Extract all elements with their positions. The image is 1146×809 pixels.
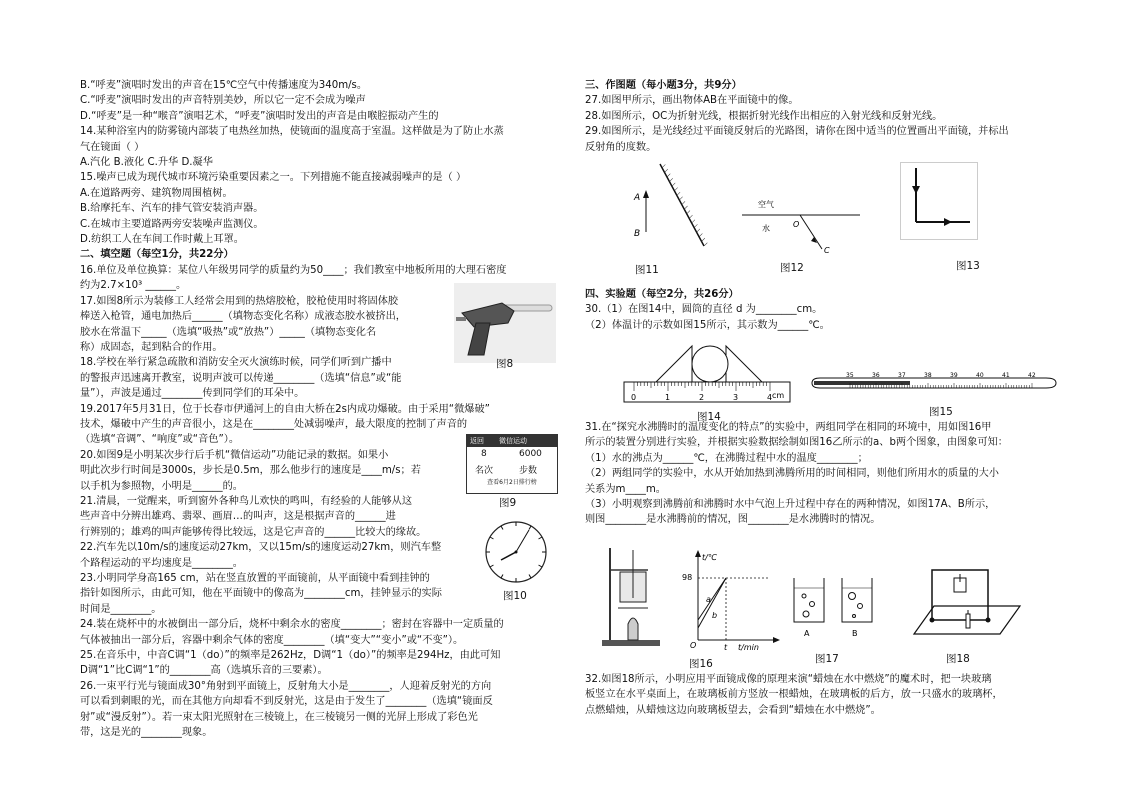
series-b-line [698,578,726,628]
option-line: D.纺织工人在车间工作时戴上耳罩。 [80,234,244,246]
thermometer-tick-label: 38 [924,372,932,379]
text-line: （2）两组同学的实验中，水从开始加热到沸腾所用的时间相同，则他们所用水的质量的大小 [585,468,999,480]
thermometer-tick-label: 39 [950,372,958,379]
text-line: 板竖立在水平桌面上，在玻璃板前方竖放一根蜡烛，在玻璃板的后方，放一只盛水的玻璃杯， [585,689,1003,701]
phone-header [467,435,557,447]
right-bottom-text [585,672,1078,718]
text-line: 量”），声波是通过________传到同学们的耳朵中。 [80,388,305,400]
figure-10-clock [481,520,551,586]
fig16-caption: 图16 [689,658,713,670]
question-23: 23.小明同学身高165 cm，站在竖直放置的平面镜前，从平面镜中看到挂钟的 [80,573,430,584]
text-line: 指针如图所示，由此可知，他在平面镜中的像高为________cm，挂钟显示的实际 [80,588,442,600]
right-mid-text [585,287,1078,333]
question-32: 32.如图18所示，小明应用平面镜成像的原理来演“蜡烛在水中燃烧”的魔术时，把一块玻璃 [585,674,992,685]
figure-8-glue-gun [454,283,556,363]
figure-14-ruler [622,340,794,408]
fig15-caption: 图15 [929,406,953,418]
right-lower-text [585,420,1078,528]
figure-12-refraction [738,195,862,257]
question-28: 28.如图所示，OC为折射光线，根据折射光线作出相应的入射光线和反射光线。 [585,110,943,122]
text-line: 关系为m____m。 [585,483,666,495]
beaker-b-label: B [852,629,858,638]
thermometer-tick-label: 36 [872,372,880,379]
question-19: 19.2017年5月31日，位于长春市伊通河上的自由大桥在2s内成功爆破。由于采用“微爆破” [80,403,490,415]
text-line: 则图________是水沸腾前的情况，图________是水沸腾时的情况。 [585,514,881,526]
label-air: 空气 [758,200,774,209]
beaker-a-bubbles [802,594,815,617]
thermometer-tick-label: 41 [1002,372,1010,379]
text-line: 点燃蜡烛，从蜡烛这边向玻璃板望去，会看到“蜡烛在水中燃烧”。 [585,704,881,716]
rank-value: 8 [481,449,487,459]
text-line: 反射角的度数。 [585,141,657,153]
ruler-unit: cm [772,391,785,400]
ruler-tick-label: 4 [767,393,773,402]
steps-value: 6000 [519,449,542,459]
thermometer-tick-label: 35 [846,372,854,379]
option-line: A.在道路两旁、建筑物周围植树。 [80,187,233,199]
rank-label: 名次 [475,466,494,476]
fig8-caption: 图8 [496,358,514,370]
question-30: 30.（1）在图14中，圆筒的直径 d 为________cm。 [585,304,823,316]
beaker-b-bubbles [849,593,863,618]
question-29: 29.如图所示，是光线经过平面镜反射后的光路图，请你在图中适当的位置画出平面镜，并标出 [585,126,1009,138]
graph-98: 98 [682,573,693,582]
series-b-label: b [712,611,718,620]
thermometer-tick-label: 42 [1028,372,1036,379]
figure-16-boiling-setup [598,540,782,652]
phone-footer: 查看6月2日排行榜 [487,479,537,486]
fig12-caption: 图12 [780,262,804,274]
text-line: 可以看到刺眼的光，而在其他方向却看不到反射光，这是由于发生了________（选填“镜面反 [80,696,493,708]
question-17: 17.如图8所示为装修工人经常会用到的热熔胶枪，胶枪使用时将固体胶 [80,295,399,307]
text-line: 明此次步行时间是3000s，步长是0.5m，那么他步行的速度是____m/s；若 [80,465,421,477]
text-line: C.“呼麦”演唱时发出的声音特别美妙，所以它一定不会成为噪声 [80,95,366,107]
text-line: 胶水在常温下_____（选填“吸热”或“放热”）_____（填物态变化名 [80,326,377,338]
beaker-a-label: A [804,629,810,638]
phone-title: 微信运动 [499,437,527,445]
ruler-tick-label: 3 [733,393,739,402]
section-heading-drawing: 三、作图题（每小题3分，共9分） [585,80,742,91]
question-25: 25.在音乐中，中音C调“1（do）”的频率是262Hz，D调“1（do）”的频率是294Hz，由此可知 [80,650,501,662]
question-14: 14.某种浴室内的防雾镜内部装了电热丝加热，使镜面的温度高于室温。这样做是为了防止水蒸 [80,126,504,138]
text-line: （选填“音调”、“响度”或“音色”）。 [80,434,240,446]
left-column [80,78,567,740]
fig10-caption: 图10 [503,590,527,602]
label-water: 水 [762,224,770,233]
text-line: 气在镜面（ ） [80,141,145,153]
question-27: 27.如图甲所示，画出物体AB在平面镜中的像。 [585,95,799,107]
figure-9-phone [466,434,558,494]
ruler-tick-label: 2 [699,393,705,402]
ruler-tick-label: 0 [631,393,637,402]
text-line: （3）小明观察到沸腾前和沸腾时水中气泡上升过程中存在的两种情况，如图17A、B所示， [585,499,996,511]
text-line: 带，这是光的________现象。 [80,727,213,739]
fig13-caption: 图13 [956,260,980,272]
option-line: C.在城市主要道路两旁安装噪声监测仪。 [80,218,264,230]
question-24: 24.装在烧杯中的水被倒出一部分后，烧杯中剩余水的密度________；密封在容器中一定质量的 [80,619,504,631]
question-18: 18.学校在举行紧急疏散和消防安全灭火演练时候，同学们听到广播中 [80,357,392,369]
figure-17-bubbles [786,574,882,640]
figure-11-mirror-ab [620,160,710,260]
t-mark: t [724,643,728,652]
text-line: 个路程运动的平均速度是________。 [80,557,243,569]
graph-x-label: t/min [738,643,759,652]
question-21: 21.清晨，一觉醒来，听到窗外各种鸟儿欢快的鸣叫，有经验的人能够从这 [80,495,413,507]
steps-label: 步数 [519,466,538,476]
figure-15-thermometer [810,368,1060,398]
text-line: （1）水的沸点为______℃，在沸腾过程中水的温度________； [585,452,868,464]
ruler-tick-label: 1 [665,393,671,402]
question-31: 31.在“探究水沸腾时的温度变化的特点”的实验中，两组同学在相同的环境中，用如图16甲 [585,422,992,433]
cylinder [692,346,728,382]
label-o: O [793,220,800,229]
question-15: 15.噪声已成为现代城市环境污染重要因素之一。下列措施不能直接减弱噪声的是（ ） [80,172,467,184]
origin-label: O [690,641,697,650]
text-line: 所示的装置分别进行实验，并根据实验数据绘制如图16乙所示的a、b两个图象，由图象可知： [585,437,1008,449]
question-20: 20.如图9是小明某次步行后手机“微信运动”功能记录的数据。如果小 [80,449,389,461]
option-line: B.给摩托车、汽车的排气管安装消声器。 [80,203,264,215]
fig18-caption: 图18 [946,653,970,665]
text-line: 射”或“漫反射”）。若一束太阳光照射在三棱镜上，在三棱镜另一侧的光屏上形成了彩色光 [80,711,478,723]
text-line: （2）体温计的示数如图15所示，其示数为______℃。 [585,319,830,331]
thermometer-tick-label: 37 [898,372,906,379]
text-line: D.“呼麦”是一种“喉音”演唱艺术，“呼麦”演唱时发出的声音是由喉腔振动产生的 [80,110,439,122]
question-16: 16.单位及单位换算：某位八年级男同学的质量约为50____；我们教室中地板所用的大理石密度 [80,264,507,276]
figure-18-candle-mirror [910,566,1024,646]
right-top-text [585,78,1078,155]
text-line: 技术，爆破中产生的声音很小，这是在________处减弱噪声，最大限度的控制了声音的 [80,418,468,430]
back-label: 返回 [470,437,484,445]
fig11-caption: 图11 [635,264,659,276]
text-line: 些声音中分辨出雄鸡、翡翠、画眉…的叫声，这是根据声音的______进 [80,511,396,523]
fig14-caption: 图14 [697,411,721,423]
text-line: 的警报声迅速离开教室，说明声波可以传递________（选填“信息”或“能 [80,372,402,384]
text-line: 约为2.7×10³ ______。 [80,280,187,292]
question-26: 26.一束平行光与镜面成30°角射到平面镜上，反射角大小是________，人迎着反射光的方向 [80,680,492,692]
text-line: 称）成固态，起到粘合的作用。 [80,341,223,353]
text-line: 时间是________。 [80,603,162,615]
section-heading-fill: 二、填空题（每空1分，共22分） [80,249,234,261]
text-line: 以手机为参照物，小明是______的。 [80,480,243,492]
thermometer-tick-label: 40 [976,372,984,379]
fig17-caption: 图17 [815,653,839,665]
options-line: A.汽化 B.液化 C.升华 D.凝华 [80,157,213,169]
text-line: 行辨别的；雄鸡的叫声能够传得比较远，这是它声音的______比较大的缘故。 [80,526,427,538]
question-22: 22.汽车先以10m/s的速度运动27km，又以15m/s的速度运动27km，则汽车整 [80,542,442,554]
label-a: A [634,193,641,203]
text-line: D调“1”比C调“1”的________高（选填乐音的三要素）。 [80,665,328,677]
fig9-caption: 图9 [499,497,517,509]
label-c: C [824,246,830,255]
figure-13-reflection [900,162,978,240]
text-line: 棒送入枪管，通电加热后______（填物态变化名称）成液态胶水被挤出， [80,311,406,323]
candle [966,614,970,628]
section-heading-experiment: 四、实验题（每空2分，共26分） [585,289,739,300]
label-b: B [634,229,641,239]
series-a-label: a [706,595,711,604]
text-line: B.“呼麦”演唱时发出的声音在15℃空气中传播速度为340m/s。 [80,80,368,91]
graph-y-label: t/℃ [702,553,717,562]
text-line: 气体被抽出一部分后，容器中剩余气体的密度________（填“变大”“变小”或“不变”）。 [80,634,464,646]
glue-gun-image [454,283,556,363]
